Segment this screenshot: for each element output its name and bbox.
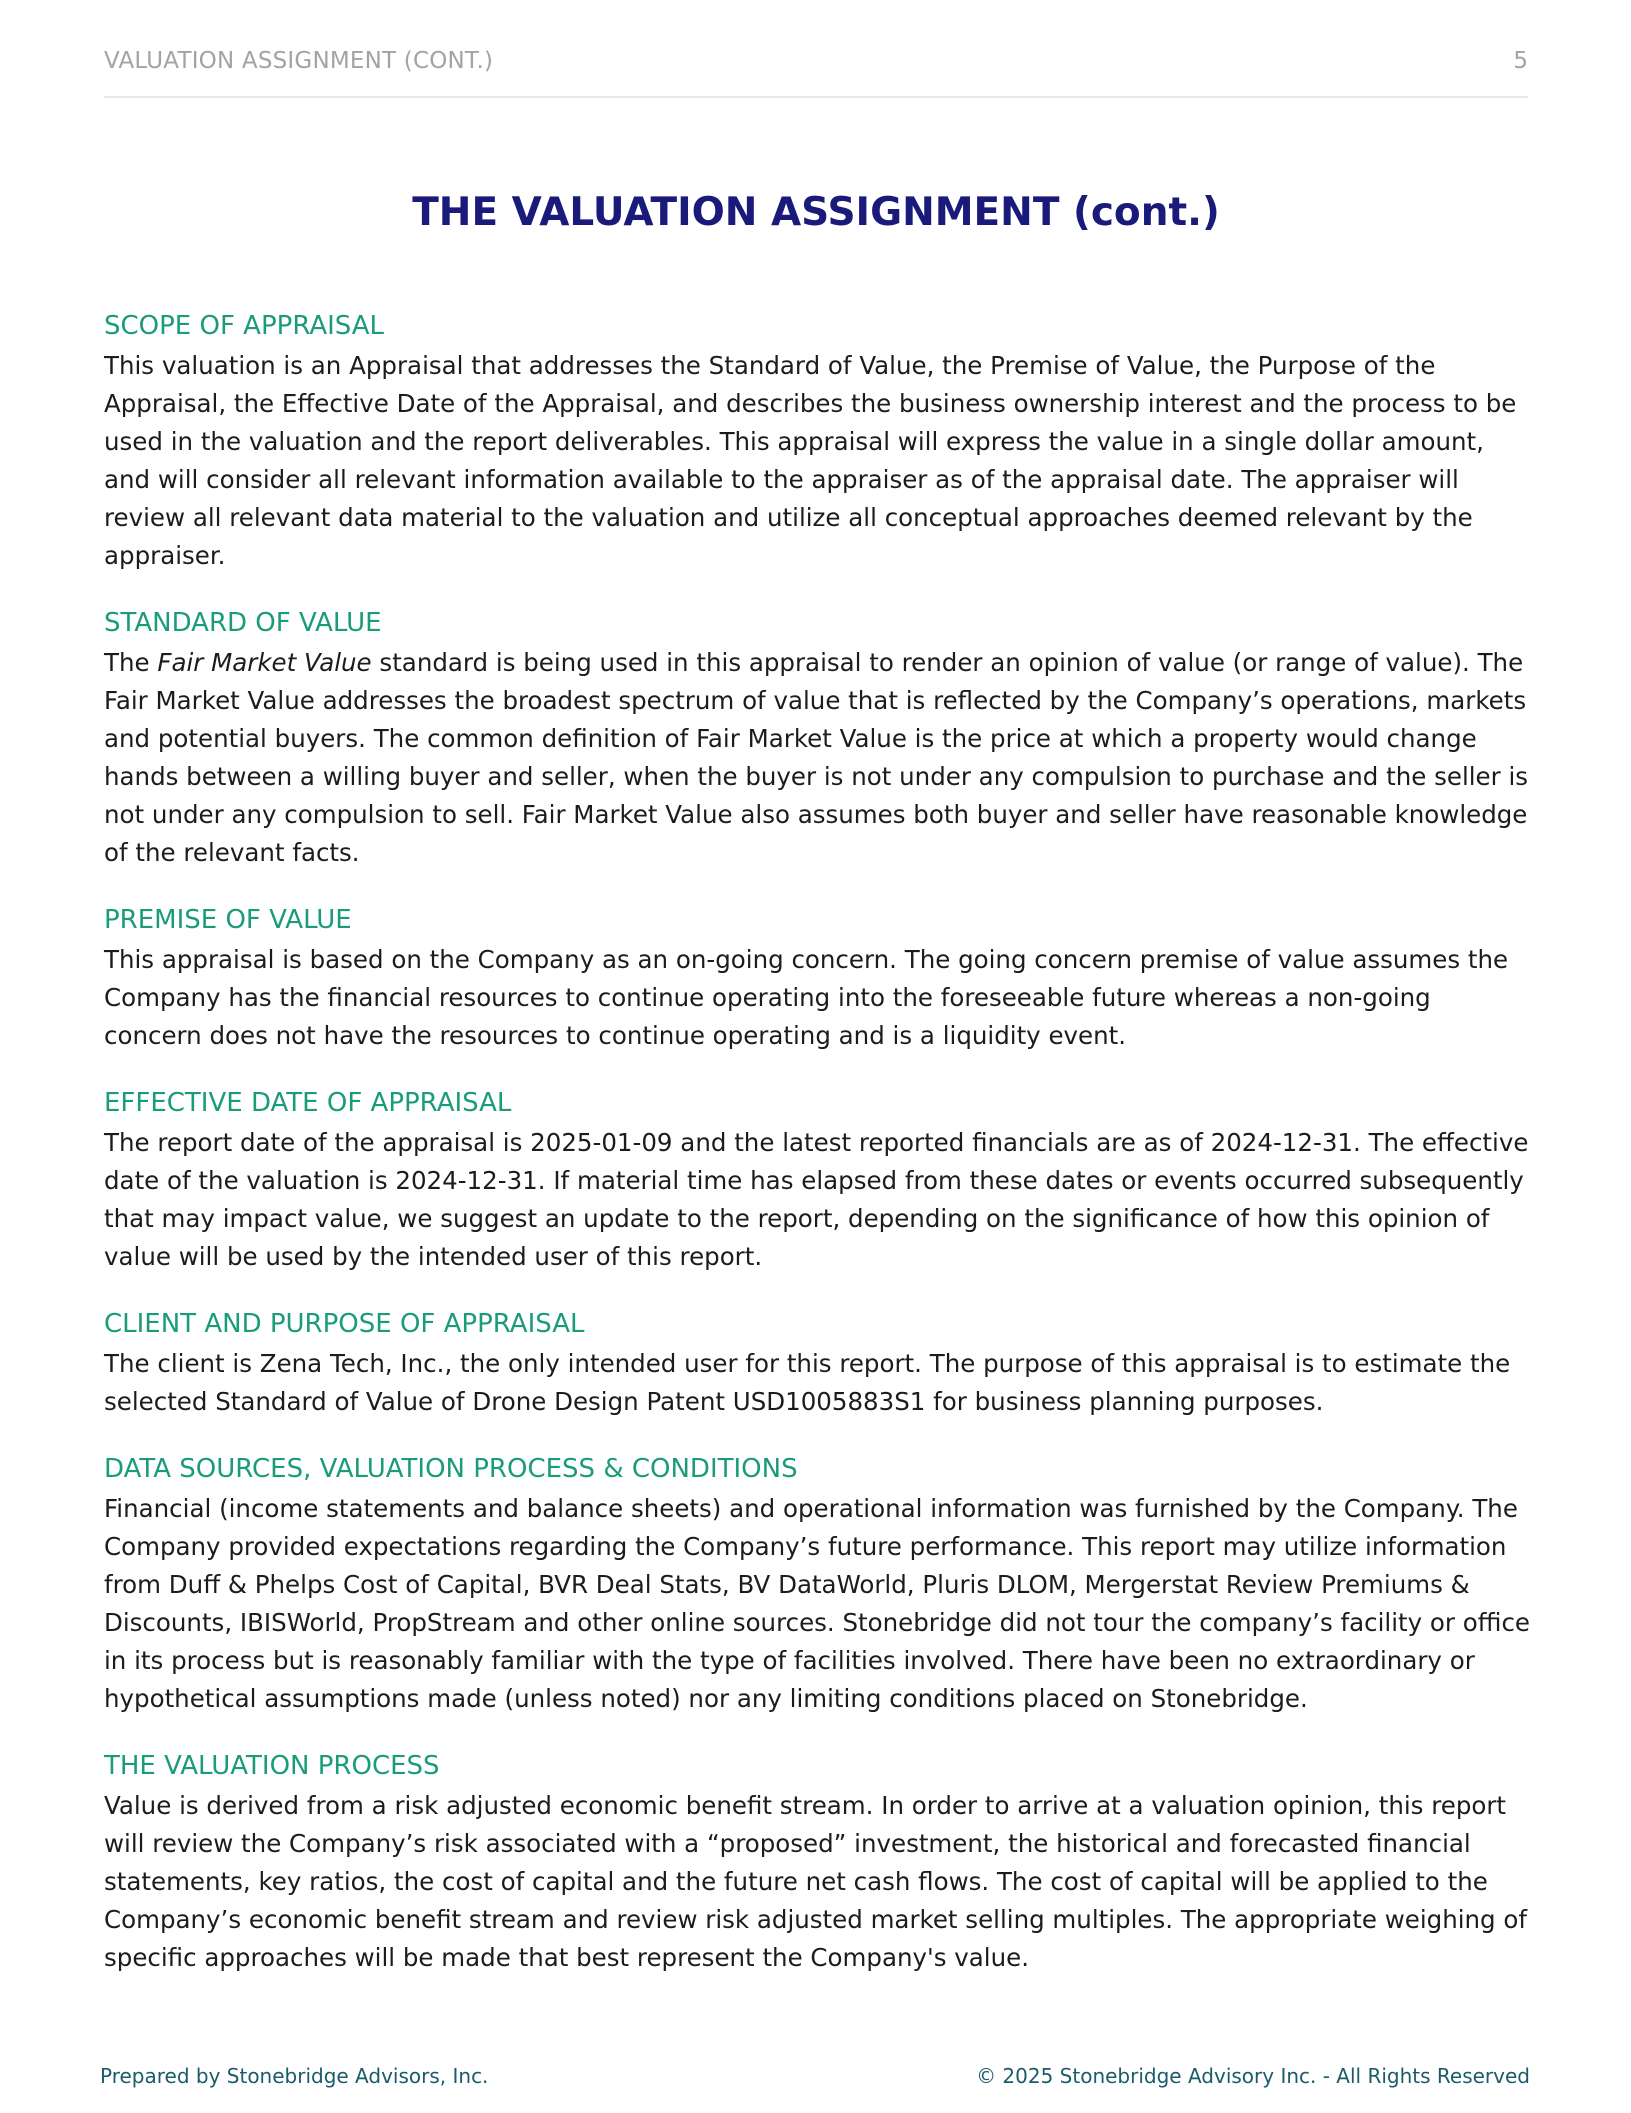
section-body: The client is Zena Tech, Inc., the only intended user for this report. The purpose of this appraisal is to estimate the selected Standard of Value of Drone Design Patent USD1005883S1 for business planning purposes. xyxy=(104,1349,1511,1416)
section-body: This valuation is an Appraisal that addresses the Standard of Value, the Premise of Value, the Purpose of the Appraisal, the Effective Date of the Appraisal, and describes the business ownership interest and the process to be used in the valuation and the report deliverables. This appraisal will express the value in a single dollar amount, and will consider all relevant information available to the appraiser as of the appraisal date. The appraiser will review all relevant data material to the valuation and utilize all conceptual approaches deemed relevant by the appraiser. xyxy=(104,351,1517,570)
page-number: 5 xyxy=(1513,48,1528,74)
section-heading: DATA SOURCES, VALUATION PROCESS & CONDITIONS xyxy=(104,1454,798,1484)
section-heading: PREMISE OF VALUE xyxy=(104,905,352,935)
section-heading: STANDARD OF VALUE xyxy=(104,608,382,638)
section-heading: EFFECTIVE DATE OF APPRAISAL xyxy=(104,1088,512,1118)
body-prefix: The xyxy=(104,648,158,677)
footer-copyright: © 2025 Stonebridge Advisory Inc. - All Rights Reserved xyxy=(976,2064,1530,2088)
section-effective-date xyxy=(104,1085,1534,1276)
emphasis-fair-market-value: Fair Market Value xyxy=(157,648,372,677)
section-heading: THE VALUATION PROCESS xyxy=(104,1751,440,1781)
section-scope-of-appraisal xyxy=(104,308,1534,575)
body-rest: standard is being used in this appraisal to render an opinion of value (or range of value). The Fair Market Value addresses the broadest spectrum of value that is reflected by the Company’s operations, markets and potential buyers. The common definition of Fair Market Value is the price at which a property would change hands between a willing buyer and seller, when the buyer is not under any compulsion to purchase and the seller is not under any compulsion to sell. Fair Market Value also assumes both buyer and seller have reasonable knowledge of the relevant facts. xyxy=(104,648,1529,867)
section-heading: CLIENT AND PURPOSE OF APPRAISAL xyxy=(104,1309,585,1339)
section-body: The report date of the appraisal is 2025-01-09 and the latest reported financials are as of 2024-12-31. The effective date of the valuation is 2024-12-31. If material time has elapsed from these dates or events occurred subsequently that may impact value, we suggest an update to the report, depending on the significance of how this opinion of value will be used by the intended user of this report. xyxy=(104,1128,1529,1271)
page-header xyxy=(104,46,1528,98)
section-body: Value is derived from a risk adjusted economic benefit stream. In order to arrive at a valuation opinion, this report will review the Company’s risk associated with a “proposed” investment, the historical and forecasted financial statements, key ratios, the cost of capital and the future net cash flows. The cost of capital will be applied to the Company’s economic benefit stream and review risk adjusted market selling multiples. The appropriate weighing of specific approaches will be made that best represent the Company's value. xyxy=(104,1791,1528,1972)
header-title: VALUATION ASSIGNMENT (CONT.) xyxy=(104,48,494,74)
section-data-sources xyxy=(104,1451,1534,1718)
section-client-and-purpose xyxy=(104,1306,1534,1421)
section-body: This appraisal is based on the Company as an on-going concern. The going concern premise of value assumes the Company has the financial resources to continue operating into the foreseeable future whereas a non-going concern does not have the resources to continue operating and is a liquidity event. xyxy=(104,945,1509,1050)
footer-prepared-by: Prepared by Stonebridge Advisors, Inc. xyxy=(100,2064,489,2088)
document-body xyxy=(104,308,1534,2007)
section-standard-of-value xyxy=(104,605,1534,872)
page-title: THE VALUATION ASSIGNMENT (cont.) xyxy=(412,190,1220,235)
section-body xyxy=(104,644,1534,872)
section-premise-of-value xyxy=(104,902,1534,1055)
page-footer xyxy=(100,2064,1530,2094)
section-body: Financial (income statements and balance sheets) and operational information was furnished by the Company. The Company provided expectations regarding the Company’s future performance. This report may utilize information from Duff & Phelps Cost of Capital, BVR Deal Stats, BV DataWorld, Pluris DLOM, Mergerstat Review Premiums & Discounts, IBISWorld, PropStream and other online sources. Stonebridge did not tour the company’s facility or office in its process but is reasonably familiar with the type of facilities involved. There have been no extraordinary or hypothetical assumptions made (unless noted) nor any limiting conditions placed on Stonebridge. xyxy=(104,1494,1530,1713)
section-heading: SCOPE OF APPRAISAL xyxy=(104,311,385,341)
section-valuation-process xyxy=(104,1748,1534,1977)
